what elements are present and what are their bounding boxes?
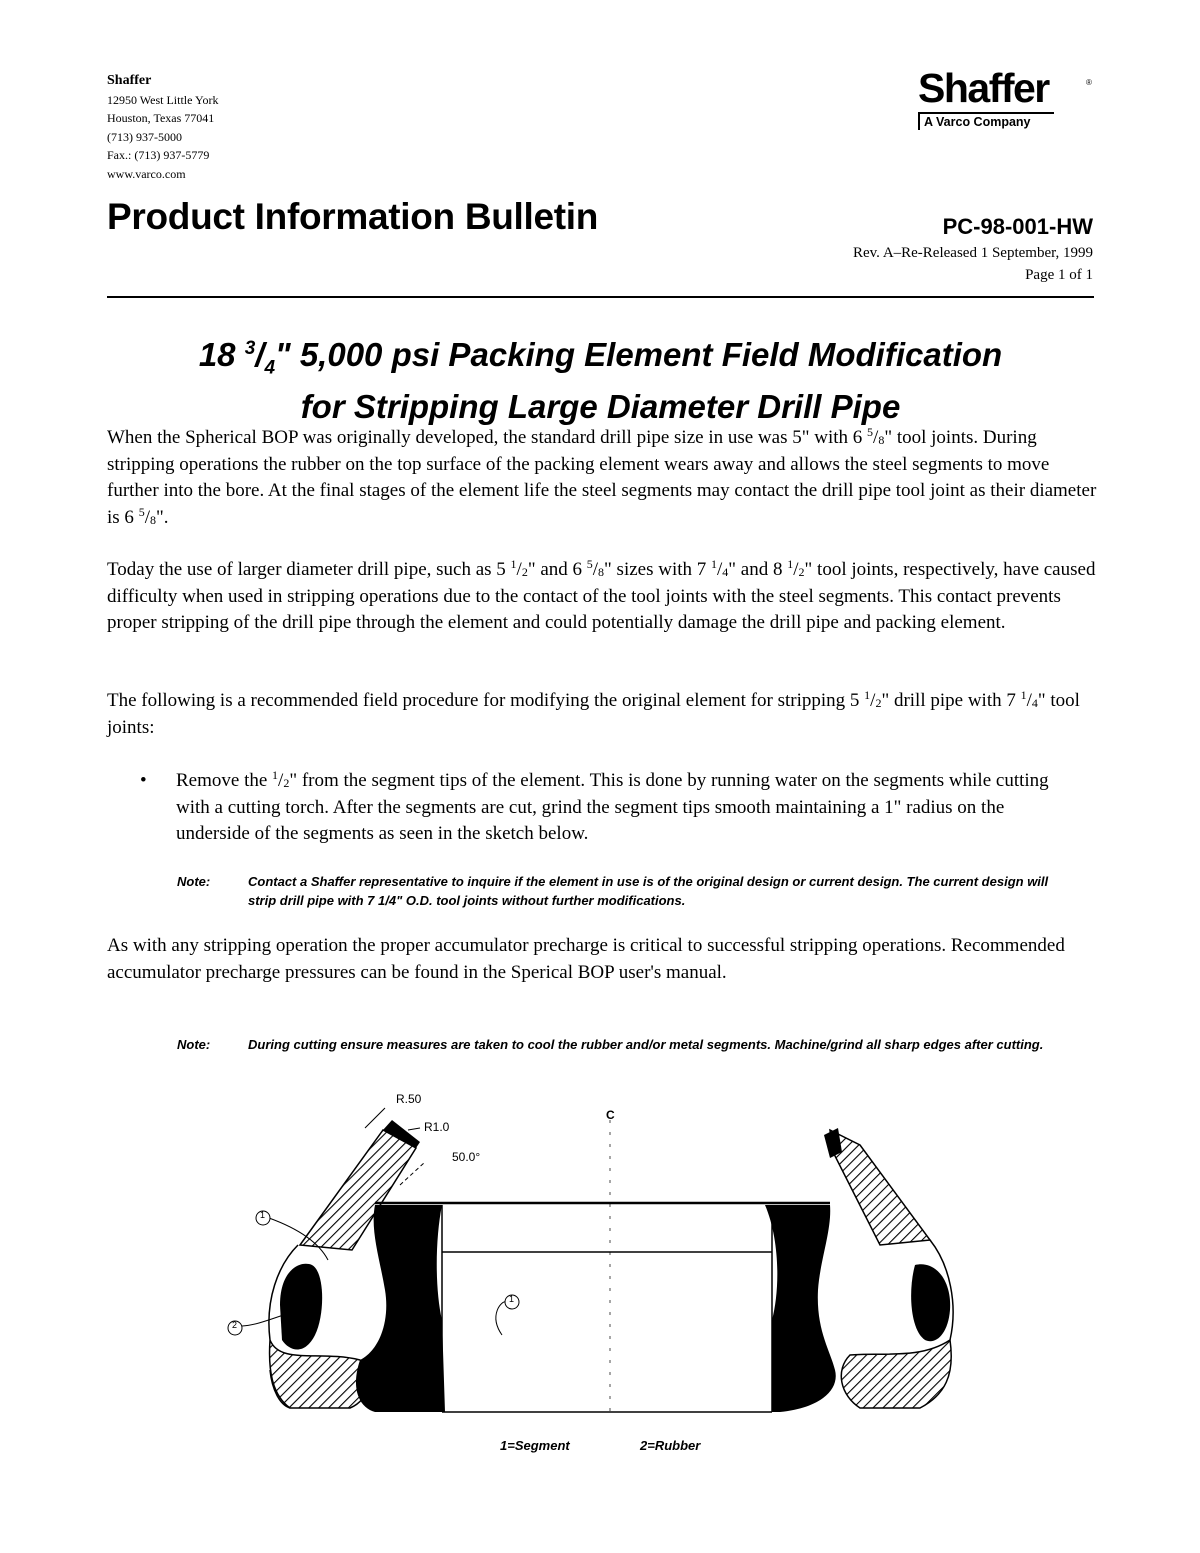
left-lower-segment xyxy=(270,1340,371,1408)
company-address-block xyxy=(107,72,407,183)
note-text: Contact a Shaffer representative to inquire if the element in use is of the original design or current design. The current design will strip drill pipe with 7 1/4" O.D. tool joints without further modifications. xyxy=(248,874,1049,908)
document-number: PC-98-001-HW xyxy=(942,214,1093,239)
paragraph-4: As with any stripping operation the proper accumulator precharge is critical to successful stripping operations. Recommended accumulator precharge pressures can be found in the Sperical BOP user's manual. xyxy=(107,935,1065,983)
fax-line: Fax.: (713) 937-5779 xyxy=(107,148,210,162)
left-rubber-pocket xyxy=(280,1264,322,1350)
headline-line-1: 18 $^3/_4$" 5,000 psi Packing Element Field Modification xyxy=(198,336,1003,379)
headline-line-2: for Stripping Large Diameter Drill Pipe xyxy=(300,387,901,425)
dimension-r50: R.50 xyxy=(396,1092,422,1106)
callout-number-1b: 1 xyxy=(509,1294,515,1304)
logo-wordmark: Shaffer xyxy=(918,65,1049,111)
dim-leader-r50 xyxy=(365,1108,385,1128)
headline xyxy=(107,330,1094,426)
address-line: Houston, Texas 77041 xyxy=(107,111,215,125)
revision-line: Rev. A–Re-Released 1 September, 1999 xyxy=(852,245,1093,261)
note-label: Note: xyxy=(177,874,211,889)
paragraph-1: When the Spherical BOP was originally developed, the standard drill pipe size in use was 5" with 6 $^5/_8$" tool joints. During stripping operations the rubber on the top surface of the packing element wears away and allows the steel segments to move further into the bore. At the final stages of the element life the steel segments may contact the drill pipe tool joint as their diameter is 6 $^5/_8$". xyxy=(107,425,1097,528)
right-rubber-body xyxy=(765,1205,836,1412)
legend-rubber: 2=Rubber xyxy=(640,1438,701,1453)
centerline-mark: C xyxy=(606,1108,615,1122)
address-line: 12950 West Little York xyxy=(107,92,219,107)
website-line: www.varco.com xyxy=(107,166,186,181)
bulletin-title: Product Information Bulletin xyxy=(107,196,599,237)
callout-number-1: 1 xyxy=(260,1210,266,1220)
packing-element-sketch xyxy=(220,1090,980,1430)
cross-section-drawing xyxy=(220,1090,980,1430)
center-rubber-body xyxy=(356,1205,445,1412)
header-divider xyxy=(107,296,1094,298)
note-2 xyxy=(177,1035,1057,1054)
legend-segment: 1=Segment xyxy=(500,1438,570,1453)
logo-tagline: A Varco Company xyxy=(918,112,1054,130)
phone-line: (713) 937-5000 xyxy=(107,129,182,144)
procedure-bullet xyxy=(140,768,1080,848)
company-name: Shaffer xyxy=(107,73,152,88)
right-rubber-pocket xyxy=(911,1264,950,1341)
dim-leader-r10 xyxy=(408,1128,420,1130)
paragraph-2: Today the use of larger diameter drill pipe, such as 5 $^1/_2$" and 6 $^5/_8$" sizes with 7 $^1/_4$" and 8 $^1/_2$" tool joints, respectively, have caused difficulty when used in stripping operations due to the contact of the tool joints with the steel segments. This contact prevents proper stripping of the drill pipe through the element and could potentially damage the drill pipe and packing element. xyxy=(107,557,1096,633)
note-text: During cutting ensure measures are taken to cool the rubber and/or metal segments. Machine/grind all sharp edges after cutting. xyxy=(248,1037,1044,1052)
dimension-r10: R1.0 xyxy=(424,1120,450,1134)
callout-number-2: 2 xyxy=(232,1320,238,1330)
shaffer-logo xyxy=(918,66,1102,130)
bullet-text: Remove the $^1/_2$" from the segment tips of the element. This is done by running water on the segments while cutting with a cutting torch. After the segments are cut, grind the segment tips smooth maintaining a 1" radius on the underside of the segments as seen in the sketch below. xyxy=(176,768,1049,844)
note-label: Note: xyxy=(177,1037,211,1052)
page-number: Page 1 of 1 xyxy=(1025,267,1093,283)
bullet-icon: • xyxy=(140,770,147,791)
revision-info xyxy=(853,242,1093,286)
right-upper-segment xyxy=(830,1130,930,1245)
registered-mark-icon: ® xyxy=(1086,78,1092,87)
note-1 xyxy=(177,872,1057,910)
callout-leader-1b xyxy=(496,1302,506,1335)
right-lower-segment xyxy=(841,1340,951,1408)
dimension-angle: 50.0° xyxy=(452,1150,481,1164)
paragraph-3: The following is a recommended field procedure for modifying the original element for stripping 5 $^1/_2$" drill pipe with 7 $^1/_4$" tool joints: xyxy=(107,688,1080,738)
